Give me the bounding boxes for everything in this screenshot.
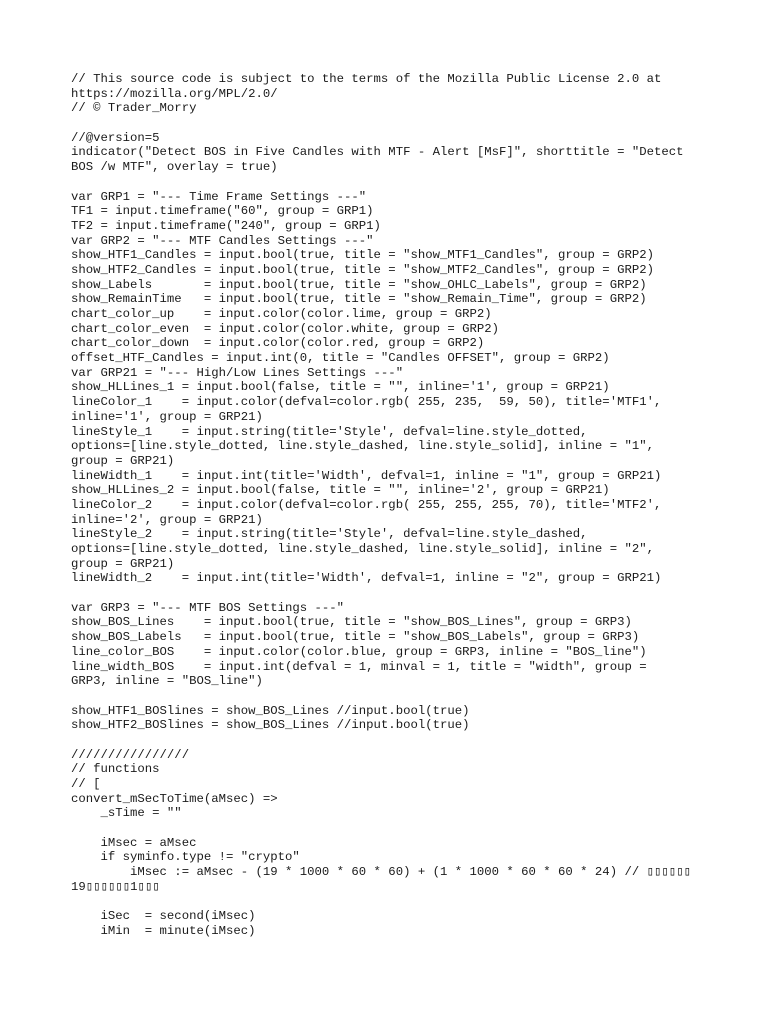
- code-line: var GRP3 = "--- MTF BOS Settings ---": [71, 600, 345, 615]
- code-line: inline='1', group = GRP21): [71, 409, 263, 424]
- code-line: show_HTF2_Candles = input.bool(true, title = "show_MTF2_Candles", group = GRP2): [71, 262, 654, 277]
- code-line: //@version=5: [71, 130, 160, 145]
- code-line: // © Trader_Morry: [71, 101, 197, 116]
- code-line: show_BOS_Labels = input.bool(true, title = "show_BOS_Labels", group = GRP3): [71, 630, 640, 645]
- code-line: iSec = second(iMsec): [71, 909, 256, 924]
- code-line: show_BOS_Lines = input.bool(true, title = "show_BOS_Lines", group = GRP3): [71, 615, 632, 630]
- code-line: GRP3, inline = "BOS_line"): [71, 674, 263, 689]
- code-line: lineWidth_1 = input.int(title='Width', defval=1, inline = "1", group = GRP21): [71, 468, 662, 483]
- code-line: show_HTF1_BOSlines = show_BOS_Lines //input.bool(true): [71, 703, 470, 718]
- code-line: lineColor_2 = input.color(defval=color.rgb( 255, 255, 255, 70), title='MTF2',: [71, 497, 662, 512]
- code-line: lineWidth_2 = input.int(title='Width', defval=1, inline = "2", group = GRP21): [71, 571, 662, 586]
- code-line: line_width_BOS = input.int(defval = 1, minval = 1, title = "width", group =: [71, 659, 647, 674]
- code-line: TF1 = input.timeframe("60", group = GRP1): [71, 204, 374, 219]
- code-line: lineColor_1 = input.color(defval=color.rgb( 255, 235, 59, 50), title='MTF1',: [71, 395, 662, 410]
- code-line: var GRP2 = "--- MTF Candles Settings ---": [71, 233, 374, 248]
- code-line: var GRP1 = "--- Time Frame Settings ---": [71, 189, 367, 204]
- code-line: show_HLLines_2 = input.bool(false, title = "", inline='2', group = GRP21): [71, 483, 610, 498]
- code-line: chart_color_up = input.color(color.lime, group = GRP2): [71, 307, 492, 321]
- code-line: // [: [71, 777, 101, 791]
- code-line: iMsec := aMsec - (19 * 1000 * 60 * 60) + (1 * 1000 * 60 * 60 * 24) // ▯▯▯▯▯▯: [71, 865, 692, 880]
- code-line: iMsec = aMsec: [71, 835, 197, 850]
- code-line: group = GRP21): [71, 453, 175, 468]
- code-line: chart_color_down = input.color(color.red, group = GRP2): [71, 336, 485, 351]
- code-line: ////////////////: [71, 747, 190, 762]
- code-line: show_RemainTime = input.bool(true, title = "show_Remain_Time", group = GRP2): [71, 292, 647, 307]
- code-line: TF2 = input.timeframe("240", group = GRP1): [71, 218, 381, 233]
- code-line: show_HLLines_1 = input.bool(false, title = "", inline='1', group = GRP21): [71, 380, 610, 395]
- code-line: BOS /w MTF", overlay = true): [71, 160, 278, 175]
- code-line: chart_color_even = input.color(color.white, group = GRP2): [71, 321, 500, 336]
- code-line: _sTime = "": [71, 806, 182, 821]
- code-line: offset_HTF_Candles = input.int(0, title = "Candles OFFSET", group = GRP2): [71, 351, 610, 366]
- code-document: [71, 72, 721, 939]
- code-line: lineStyle_2 = input.string(title='Style', defval=line.style_dashed,: [71, 527, 588, 542]
- code-line: // functions: [71, 762, 160, 777]
- code-line: options=[line.style_dotted, line.style_dashed, line.style_solid], inline = "2",: [71, 542, 654, 556]
- code-line: if syminfo.type != "crypto": [71, 850, 300, 865]
- code-line: 19▯▯▯▯▯▯1▯▯▯: [71, 879, 160, 894]
- code-line: // This source code is subject to the terms of the Mozilla Public License 2.0 at: [71, 72, 662, 86]
- blank-line: [71, 689, 721, 704]
- code-line: line_color_BOS = input.color(color.blue, group = GRP3, inline = "BOS_line"): [71, 644, 647, 659]
- blank-line: [71, 821, 721, 836]
- blank-line: [71, 895, 721, 910]
- code-line: show_HTF2_BOSlines = show_BOS_Lines //input.bool(true): [71, 718, 470, 733]
- code-line: https://mozilla.org/MPL/2.0/: [71, 86, 278, 101]
- code-line: inline='2', group = GRP21): [71, 512, 263, 527]
- blank-line: [71, 116, 721, 131]
- code-line: lineStyle_1 = input.string(title='Style', defval=line.style_dotted,: [71, 424, 588, 439]
- code-line: options=[line.style_dotted, line.style_dashed, line.style_solid], inline = "1",: [71, 439, 654, 454]
- code-line: show_HTF1_Candles = input.bool(true, title = "show_MTF1_Candles", group = GRP2): [71, 248, 654, 263]
- code-line: show_Labels = input.bool(true, title = "show_OHLC_Labels", group = GRP2): [71, 277, 647, 292]
- code-line: var GRP21 = "--- High/Low Lines Settings ---": [71, 365, 404, 380]
- code-line: iMin = minute(iMsec): [71, 923, 256, 938]
- blank-line: [71, 586, 721, 601]
- blank-line: [71, 733, 721, 748]
- code-line: convert_mSecToTime(aMsec) =>: [71, 791, 278, 806]
- code-line: indicator("Detect BOS in Five Candles with MTF - Alert [MsF]", shorttitle = "Detect: [71, 145, 684, 160]
- code-line: group = GRP21): [71, 556, 175, 571]
- blank-line: [71, 175, 721, 190]
